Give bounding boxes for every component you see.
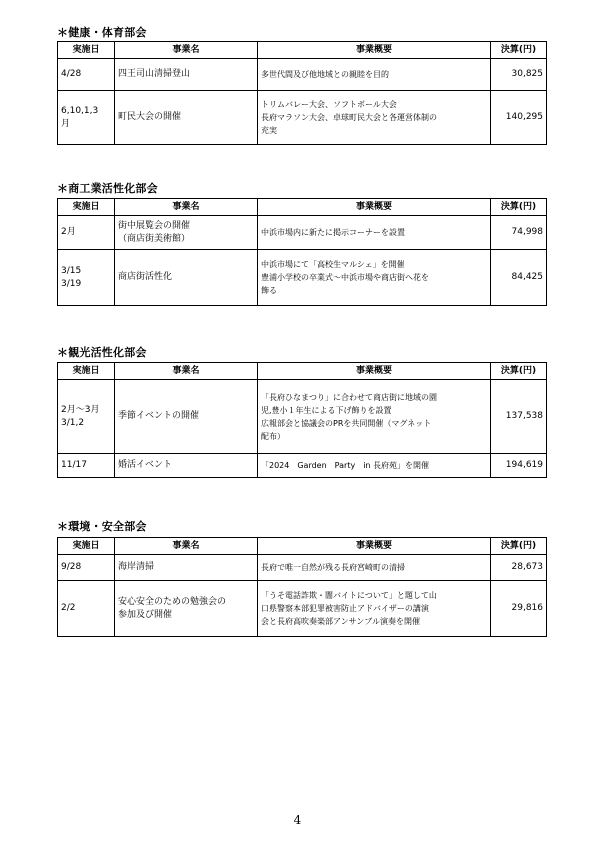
overview-line: 中浜市場にて「高校生マルシェ」を開催 (261, 260, 405, 269)
date-line: 4/28 (61, 69, 82, 79)
header-overview: 事業概要 (258, 42, 491, 59)
date-line: 2月～3月 (61, 404, 100, 415)
date-line: 3/1,2 (61, 417, 85, 428)
date-line: 2/2 (61, 603, 76, 613)
cell-date (58, 380, 115, 454)
section-title-tourism: ＊観光活性化部会 (57, 346, 147, 359)
cell-name (115, 581, 258, 637)
header-budget: 決算(円) (491, 538, 547, 555)
cell-date (58, 59, 115, 91)
overview-line: 「2024 Garden Party in 長府苑」を開催 (261, 461, 430, 470)
cell-amount: 30,825 (491, 59, 547, 91)
table-tourism (57, 362, 547, 478)
overview-line: 飾る (261, 286, 277, 295)
cell-overview (258, 216, 491, 250)
date-line: 月 (61, 118, 71, 129)
section-title-environment-safety: ＊環境・安全部会 (57, 520, 147, 533)
cell-overview (258, 59, 491, 91)
cell-amount: 140,295 (491, 91, 547, 145)
date-line: 2月 (61, 227, 76, 237)
table-header-row (58, 538, 547, 555)
table-row (58, 216, 547, 250)
table-environment-safety (57, 537, 547, 637)
cell-overview (258, 454, 491, 478)
name-line: 四王司山清掃登山 (118, 69, 191, 79)
cell-overview (258, 380, 491, 454)
overview-line: 豊浦小学校の卒業式～中浜市場や商店街へ花を (261, 273, 429, 282)
cell-overview (258, 91, 491, 145)
page-number: 4 (293, 813, 302, 827)
date-line: 3/19 (61, 278, 82, 289)
cell-amount: 74,998 (491, 216, 547, 250)
table-header-row (58, 199, 547, 216)
header-overview: 事業概要 (258, 538, 491, 555)
cell-date (58, 581, 115, 637)
table-row (58, 454, 547, 478)
table-row (58, 91, 547, 145)
cell-overview (258, 581, 491, 637)
cell-name (115, 250, 258, 306)
table-header-row (58, 363, 547, 380)
overview-line: 多世代間及び他地域との親睦を目的 (261, 70, 389, 79)
header-name: 事業名 (115, 199, 258, 216)
date-line: 6,10,1,3 (61, 105, 99, 116)
header-name: 事業名 (115, 538, 258, 555)
header-name: 事業名 (115, 363, 258, 380)
table-row (58, 380, 547, 454)
overview-line: 口県警察本部犯罪被害防止アドバイザーの講演 (261, 604, 429, 613)
overview-line: 長府マラソン大会、卓球町民大会と各運営体制の (261, 113, 437, 122)
header-budget: 決算(円) (491, 199, 547, 216)
name-line: 海岸清掃 (118, 562, 155, 572)
overview-line: 会と長府高吹奏楽部アンサンブル演奏を開催 (261, 617, 420, 626)
cell-name (115, 555, 258, 581)
cell-amount: 194,619 (491, 454, 547, 478)
cell-date (58, 216, 115, 250)
name-line: 町民大会の開催 (118, 112, 182, 122)
name-line: 季節イベントの開催 (118, 411, 200, 421)
header-date: 実施日 (58, 538, 115, 555)
section-title-health-sports: ＊健康・体育部会 (57, 26, 147, 39)
name-line: （商店街美術館） (118, 233, 191, 244)
cell-amount: 137,538 (491, 380, 547, 454)
table-row (58, 581, 547, 637)
overview-line: 中浜市場内に新たに掲示コーナーを設置 (261, 228, 405, 237)
cell-name (115, 380, 258, 454)
header-budget: 決算(円) (491, 42, 547, 59)
cell-overview (258, 555, 491, 581)
cell-date (58, 91, 115, 145)
date-line: 11/17 (61, 460, 87, 470)
header-date: 実施日 (58, 42, 115, 59)
header-date: 実施日 (58, 363, 115, 380)
overview-line: 「うそ電話詐欺・闇バイトについて」と題して山 (261, 591, 437, 600)
overview-line: 広報部会と協議会のPRを共同開催（マグネット (261, 418, 432, 428)
name-line: 参加及び開催 (118, 609, 173, 620)
table-header-row (58, 42, 547, 59)
header-overview: 事業概要 (258, 363, 491, 380)
table-row (58, 59, 547, 91)
cell-date (58, 454, 115, 478)
overview-line: 児,豊小１年生による下げ飾りを設置 (261, 405, 392, 415)
overview-line: 長府で唯一自然が残る長府宮崎町の清掃 (261, 563, 405, 572)
cell-name (115, 454, 258, 478)
overview-line: トリムバレー大会、ソフトボール大会 (261, 100, 397, 109)
cell-date (58, 250, 115, 306)
cell-name (115, 59, 258, 91)
name-line: 街中展覧会の開催 (118, 220, 191, 231)
overview-line: 配布） (261, 431, 285, 441)
header-name: 事業名 (115, 42, 258, 59)
section-title-commerce: ＊商工業活性化部会 (57, 182, 158, 195)
table-row (58, 250, 547, 306)
cell-amount: 84,425 (491, 250, 547, 306)
overview-line: 充実 (261, 126, 277, 135)
cell-amount: 29,816 (491, 581, 547, 637)
date-line: 3/15 (61, 265, 82, 276)
cell-date (58, 555, 115, 581)
table-row (58, 555, 547, 581)
header-budget: 決算(円) (491, 363, 547, 380)
date-line: 9/28 (61, 562, 82, 572)
name-line: 安心安全のための勉強会の (118, 596, 227, 607)
table-commerce (57, 198, 547, 306)
name-line: 婚活イベント (118, 460, 173, 470)
name-line: 商店街活性化 (118, 272, 173, 282)
table-health-sports (57, 41, 547, 145)
cell-name (115, 91, 258, 145)
overview-line: 「長府ひなまつり」に合わせて商店街に地域の園 (261, 392, 437, 402)
header-overview: 事業概要 (258, 199, 491, 216)
header-date: 実施日 (58, 199, 115, 216)
cell-overview (258, 250, 491, 306)
cell-amount: 28,673 (491, 555, 547, 581)
cell-name (115, 216, 258, 250)
